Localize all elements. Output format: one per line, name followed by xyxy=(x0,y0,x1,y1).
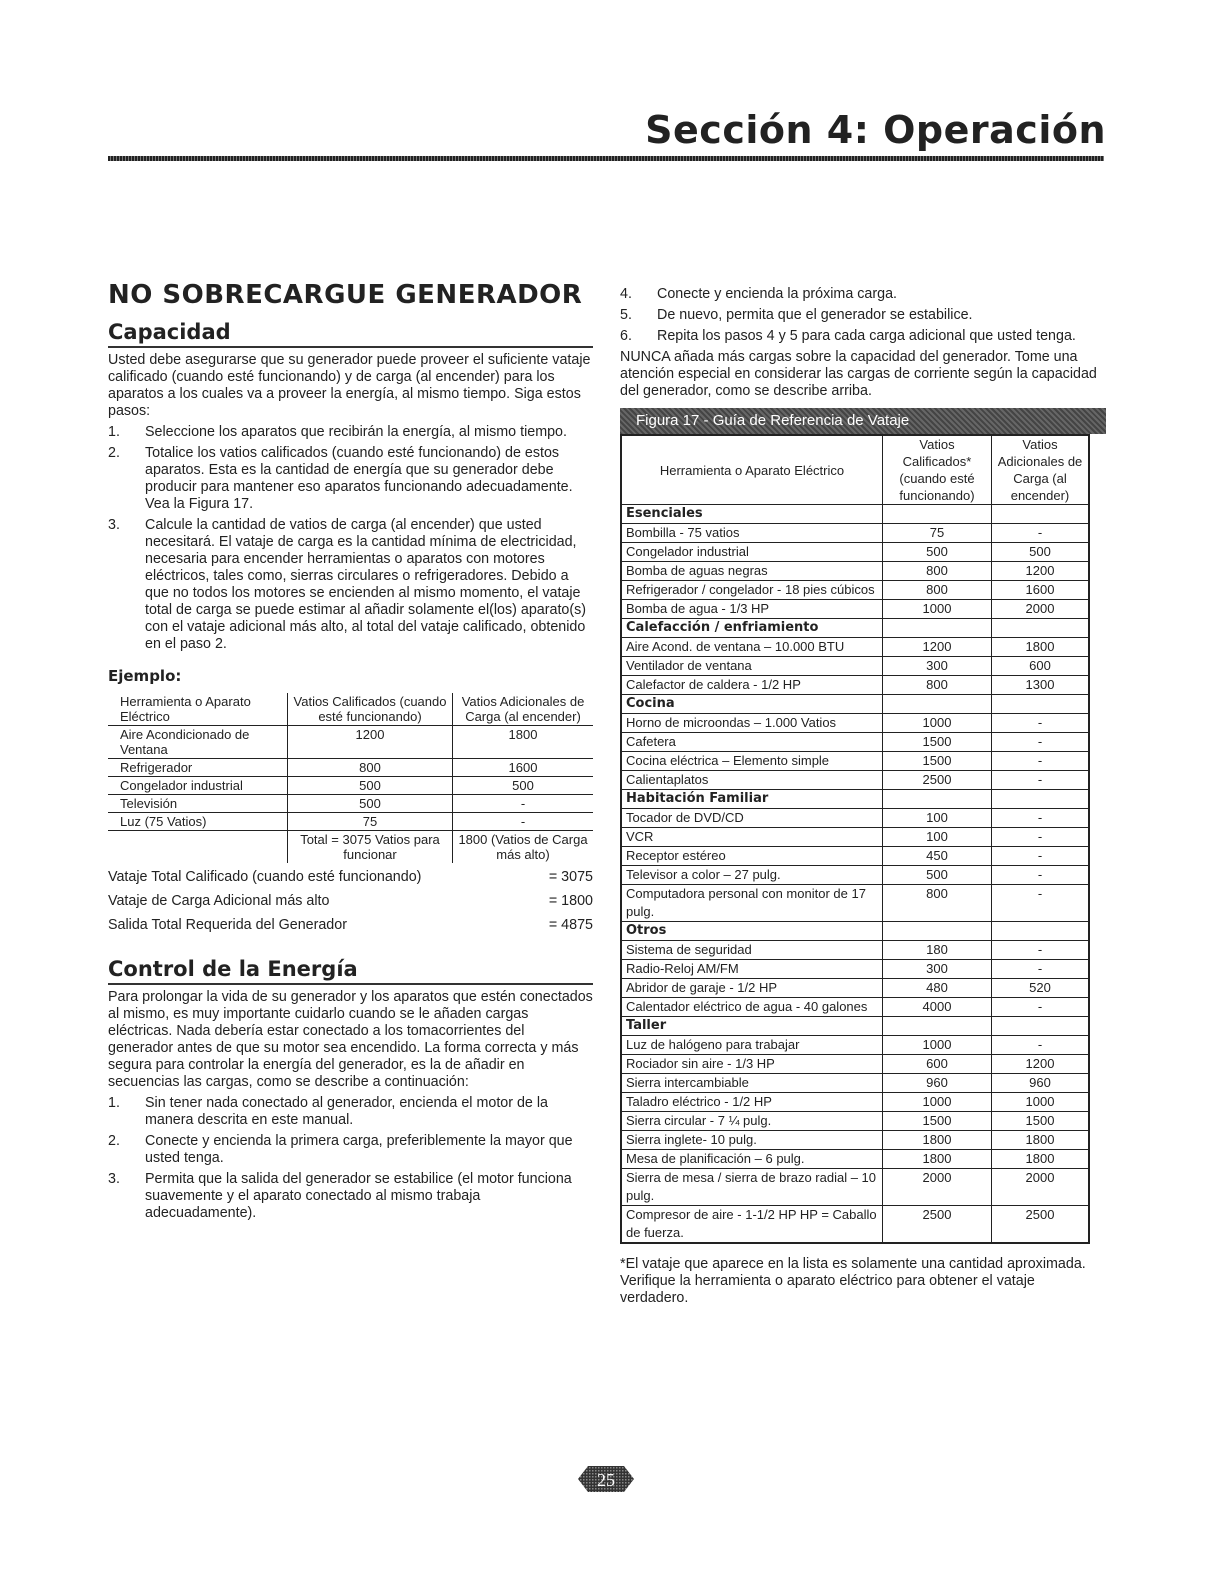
power-step xyxy=(108,1095,593,1129)
rated-watts: 600 xyxy=(883,1055,992,1074)
power-steps xyxy=(108,1095,593,1222)
step-text: De nuevo, permita que el generador se estabilice. xyxy=(657,307,973,323)
appliance-name: Calefactor de caldera - 1/2 HP xyxy=(621,676,883,695)
rated-watts: 480 xyxy=(883,979,992,998)
capacity-steps xyxy=(108,424,593,653)
category-row xyxy=(621,922,1089,941)
rated-watts: 1500 xyxy=(883,733,992,752)
surge-watts: - xyxy=(992,941,1090,960)
power-heading: Control de la Energía xyxy=(108,957,593,985)
summary-row xyxy=(108,913,593,937)
category-name: Cocina xyxy=(621,695,883,714)
appliance-name: Rociador sin aire - 1/3 HP xyxy=(621,1055,883,1074)
appliance-name: Sierra circular - 7 ¼ pulg. xyxy=(621,1112,883,1131)
table-row xyxy=(621,847,1089,866)
table-row xyxy=(621,960,1089,979)
example-rated: 75 xyxy=(288,813,453,831)
rated-watts: 450 xyxy=(883,847,992,866)
table-row xyxy=(621,657,1089,676)
main-heading: NO SOBRECARGUE GENERADOR xyxy=(108,280,583,310)
appliance-name: Refrigerador / congelador - 18 pies cúbicos xyxy=(621,581,883,600)
example-rated: 800 xyxy=(288,759,453,777)
table-row xyxy=(621,562,1089,581)
category-row xyxy=(621,790,1089,809)
rated-watts: 4000 xyxy=(883,998,992,1017)
rated-watts xyxy=(883,1017,992,1036)
appliance-name: Bombilla - 75 vatios xyxy=(621,524,883,543)
capacity-step xyxy=(108,424,593,441)
rated-watts: 1800 xyxy=(883,1131,992,1150)
step-number: 6. xyxy=(620,328,632,344)
step-text: Conecte y encienda la próxima carga. xyxy=(657,286,898,302)
section-title: Sección 4: Operación xyxy=(645,108,1106,152)
appliance-name: Cafetera xyxy=(621,733,883,752)
table-row xyxy=(621,809,1089,828)
table-row xyxy=(621,1036,1089,1055)
header-rule xyxy=(108,156,1104,161)
appliance-name: Sierra inglete- 10 pulg. xyxy=(621,1131,883,1150)
surge-watts: 2000 xyxy=(992,1169,1090,1206)
footnote: *El vataje que aparece en la lista es solamente una cantidad aproximada. Verifique la herramienta o aparato eléctrico para obtener el vataje verdadero. xyxy=(620,1256,1086,1306)
surge-watts: - xyxy=(992,866,1090,885)
summary-row xyxy=(108,889,593,913)
summary-label: Vataje Total Calificado (cuando esté funcionando) xyxy=(108,869,422,885)
category-name: Calefacción / enfriamiento xyxy=(621,619,883,638)
appliance-name: VCR xyxy=(621,828,883,847)
appliance-name: Calientaplatos xyxy=(621,771,883,790)
rated-watts: 300 xyxy=(883,960,992,979)
power-step xyxy=(108,1133,593,1167)
table-row xyxy=(621,1206,1089,1244)
surge-watts: - xyxy=(992,960,1090,979)
surge-watts: 1800 xyxy=(992,638,1090,657)
surge-watts: - xyxy=(992,809,1090,828)
rated-watts: 2000 xyxy=(883,1169,992,1206)
table-row xyxy=(621,1093,1089,1112)
step-text: Totalice los vatios calificados (cuando esté funcionando) de estos aparatos. Esta es la cantidad de energía que su generador debe producir para mantener eso aparatos funcionando adecuadamente. Vea la Figura 17. xyxy=(145,445,573,512)
rated-watts: 1500 xyxy=(883,752,992,771)
appliance-name: Televisor a color – 27 pulg. xyxy=(621,866,883,885)
table-row xyxy=(621,941,1089,960)
rated-watts: 1000 xyxy=(883,714,992,733)
appliance-name: Computadora personal con monitor de 17 pulg. xyxy=(621,885,883,922)
table-row xyxy=(621,581,1089,600)
surge-watts xyxy=(992,790,1090,809)
rated-watts: 1000 xyxy=(883,1093,992,1112)
step-number: 2. xyxy=(108,445,120,461)
rated-watts xyxy=(883,922,992,941)
step-number: 3. xyxy=(108,1171,120,1187)
surge-watts: 1200 xyxy=(992,562,1090,581)
example-surge: 1600 xyxy=(453,759,594,777)
page-number-badge xyxy=(574,1458,638,1500)
example-rated: 1200 xyxy=(288,726,453,759)
surge-watts: 1200 xyxy=(992,1055,1090,1074)
table-row xyxy=(621,524,1089,543)
category-row xyxy=(621,1017,1089,1036)
appliance-name: Radio-Reloj AM/FM xyxy=(621,960,883,979)
table-row xyxy=(621,543,1089,562)
step-number: 1. xyxy=(108,1095,120,1111)
example-total-spacer xyxy=(108,831,288,864)
rated-watts: 1500 xyxy=(883,1112,992,1131)
appliance-name: Horno de microondas – 1.000 Vatios xyxy=(621,714,883,733)
example-surge: 500 xyxy=(453,777,594,795)
table-row xyxy=(621,752,1089,771)
step-text: Calcule la cantidad de vatios de carga (al encender) que usted necesitará. El vataje de carga es la cantidad mínima de electricidad, necesaria para encender herramientas o aparatos con motores eléctricos, tales como, sierras circulares o refrigeradores. Debido a que no todos los motores se encienden al mismo momento, el vataje total de carga se puede estimar al añadir solamente el(los) aparato(s) con el vataje adicional más alto, al total del vataje calificado, obtenido en el paso 2. xyxy=(145,517,587,652)
surge-watts: - xyxy=(992,828,1090,847)
capacity-heading: Capacidad xyxy=(108,320,593,348)
surge-watts: - xyxy=(992,885,1090,922)
rated-watts: 800 xyxy=(883,676,992,695)
rated-watts: 2500 xyxy=(883,771,992,790)
appliance-name: Receptor estéreo xyxy=(621,847,883,866)
table-row xyxy=(621,1169,1089,1206)
table-row xyxy=(621,866,1089,885)
table-row xyxy=(621,1112,1089,1131)
rated-watts xyxy=(883,790,992,809)
surge-watts: - xyxy=(992,998,1090,1017)
category-name: Habitación Familiar xyxy=(621,790,883,809)
example-table xyxy=(108,693,593,863)
example-appliance: Televisión xyxy=(108,795,288,813)
step-text: Permita que la salida del generador se estabilice (el motor funciona suavemente y el aparato conectado al mismo trabaja adecuadamente). xyxy=(145,1171,572,1221)
table-row xyxy=(621,771,1089,790)
example-row xyxy=(108,726,593,759)
example-rated: 500 xyxy=(288,795,453,813)
category-row xyxy=(621,619,1089,638)
example-total-row xyxy=(108,831,593,864)
rated-watts: 1000 xyxy=(883,600,992,619)
rated-watts: 1200 xyxy=(883,638,992,657)
power-intro: Para prolongar la vida de su generador y los aparatos que estén conectados al mismo, es muy importante cuidarlo cuando se le añaden cargas eléctricas. Nada debería estar conectado a los tomacorrientes del generador antes de que su motor sea encendido. La forma correcta y más segura para controlar la energía del generador, es la de añadir en secuencias las cargas, como se describe a continuación: xyxy=(108,989,593,1090)
example-label: Ejemplo: xyxy=(108,667,182,685)
summary-label: Salida Total Requerida del Generador xyxy=(108,917,347,933)
surge-watts: 1000 xyxy=(992,1093,1090,1112)
example-header-appliance: Herramienta o Aparato Eléctrico xyxy=(120,694,251,724)
example-row xyxy=(108,777,593,795)
page-number: 25 xyxy=(597,1470,615,1490)
appliance-name: Abridor de garaje - 1/2 HP xyxy=(621,979,883,998)
rated-watts xyxy=(883,619,992,638)
surge-watts: - xyxy=(992,847,1090,866)
right-steps xyxy=(620,286,1100,345)
example-row xyxy=(108,795,593,813)
step-text: Seleccione los aparatos que recibirán la energía, al mismo tiempo. xyxy=(145,424,567,440)
table-row xyxy=(621,1055,1089,1074)
surge-watts: 2500 xyxy=(992,1206,1090,1244)
category-name: Esenciales xyxy=(621,505,883,524)
step-number: 2. xyxy=(108,1133,120,1149)
appliance-name: Mesa de planificación – 6 pulg. xyxy=(621,1150,883,1169)
rated-watts: 180 xyxy=(883,941,992,960)
table-row xyxy=(621,979,1089,998)
rated-watts: 500 xyxy=(883,543,992,562)
surge-watts: - xyxy=(992,733,1090,752)
surge-watts: 600 xyxy=(992,657,1090,676)
category-row xyxy=(621,505,1089,524)
category-name: Taller xyxy=(621,1017,883,1036)
rated-watts: 960 xyxy=(883,1074,992,1093)
category-name: Otros xyxy=(621,922,883,941)
rated-watts: 500 xyxy=(883,866,992,885)
surge-watts: 1600 xyxy=(992,581,1090,600)
appliance-name: Congelador industrial xyxy=(621,543,883,562)
surge-watts: - xyxy=(992,752,1090,771)
example-appliance: Luz (75 Vatios) xyxy=(108,813,288,831)
surge-watts xyxy=(992,619,1090,638)
capacity-intro: Usted debe asegurarse que su generador puede proveer el suficiente vataje calificado (cuando esté funcionando) y de carga (al encender) para los aparatos a los cuales va a proveer la energía, al mismo tiempo. Siga estos pasos: xyxy=(108,352,591,419)
table-row xyxy=(621,885,1089,922)
rated-watts: 1800 xyxy=(883,1150,992,1169)
surge-watts: 960 xyxy=(992,1074,1090,1093)
example-surge: - xyxy=(453,795,594,813)
appliance-name: Sistema de seguridad xyxy=(621,941,883,960)
appliance-name: Taladro eléctrico - 1/2 HP xyxy=(621,1093,883,1112)
right-column xyxy=(620,284,1100,1307)
right-step xyxy=(620,328,1100,345)
table-row xyxy=(621,733,1089,752)
surge-watts: 1500 xyxy=(992,1112,1090,1131)
table-row xyxy=(621,600,1089,619)
summary-value: = 3075 xyxy=(548,869,593,885)
surge-watts: 1800 xyxy=(992,1150,1090,1169)
right-step xyxy=(620,286,1100,303)
table-row xyxy=(621,828,1089,847)
example-appliance: Refrigerador xyxy=(108,759,288,777)
example-total-rated: Total = 3075 Vatios para funcionar xyxy=(288,831,453,864)
example-rated: 500 xyxy=(288,777,453,795)
surge-watts: 520 xyxy=(992,979,1090,998)
table-row xyxy=(621,714,1089,733)
warning-text: NUNCA añada más cargas sobre la capacidad del generador. Tome una atención especial en considerar las cargas de corriente según la capacidad del generador, como se describe arriba. xyxy=(620,349,1097,399)
wattage-header-row xyxy=(621,435,1089,505)
example-surge: 1800 xyxy=(453,726,594,759)
summary-label: Vataje de Carga Adicional más alto xyxy=(108,893,330,909)
appliance-name: Bomba de agua - 1/3 HP xyxy=(621,600,883,619)
figure-title: Figura 17 - Guía de Referencia de Vataje xyxy=(620,408,1106,434)
appliance-name: Luz de halógeno para trabajar xyxy=(621,1036,883,1055)
surge-watts: 1800 xyxy=(992,1131,1090,1150)
example-header-row xyxy=(108,693,593,726)
example-row xyxy=(108,813,593,831)
rated-watts: 800 xyxy=(883,885,992,922)
surge-watts: - xyxy=(992,771,1090,790)
step-number: 5. xyxy=(620,307,632,323)
step-text: Conecte y encienda la primera carga, preferiblemente la mayor que usted tenga. xyxy=(145,1133,573,1166)
example-surge: - xyxy=(453,813,594,831)
appliance-name: Calentador eléctrico de agua - 40 galones xyxy=(621,998,883,1017)
rated-watts: 2500 xyxy=(883,1206,992,1244)
table-row xyxy=(621,638,1089,657)
wattage-table xyxy=(620,434,1090,1244)
table-row xyxy=(621,1074,1089,1093)
appliance-name: Tocador de DVD/CD xyxy=(621,809,883,828)
rated-watts xyxy=(883,505,992,524)
surge-watts: 2000 xyxy=(992,600,1090,619)
example-row xyxy=(108,759,593,777)
rated-watts: 100 xyxy=(883,828,992,847)
surge-watts xyxy=(992,1017,1090,1036)
step-number: 3. xyxy=(108,517,120,533)
summary-value: = 4875 xyxy=(548,917,593,933)
step-number: 4. xyxy=(620,286,632,302)
appliance-name: Sierra de mesa / sierra de brazo radial – 10 pulg. xyxy=(621,1169,883,1206)
table-row xyxy=(621,1150,1089,1169)
example-header-surge: Vatios Adicionales de Carga (al encender) xyxy=(461,694,585,724)
table-row xyxy=(621,1131,1089,1150)
surge-watts: 1300 xyxy=(992,676,1090,695)
summary xyxy=(108,865,593,937)
table-row xyxy=(621,676,1089,695)
left-column xyxy=(108,280,593,1226)
wattage-header-appliance: Herramienta o Aparato Eléctrico xyxy=(621,435,883,505)
example-total-surge: 1800 (Vatios de Carga más alto) xyxy=(453,831,594,864)
category-row xyxy=(621,695,1089,714)
summary-value: = 1800 xyxy=(548,893,593,909)
rated-watts: 100 xyxy=(883,809,992,828)
appliance-name: Ventilador de ventana xyxy=(621,657,883,676)
surge-watts xyxy=(992,695,1090,714)
surge-watts xyxy=(992,505,1090,524)
rated-watts: 1000 xyxy=(883,1036,992,1055)
surge-watts: 500 xyxy=(992,543,1090,562)
step-number: 1. xyxy=(108,424,120,440)
example-appliance: Congelador industrial xyxy=(108,777,288,795)
surge-watts xyxy=(992,922,1090,941)
power-step xyxy=(108,1171,593,1222)
capacity-step xyxy=(108,445,593,513)
rated-watts xyxy=(883,695,992,714)
rated-watts: 75 xyxy=(883,524,992,543)
appliance-name: Compresor de aire - 1-1/2 HP HP = Caballo de fuerza. xyxy=(621,1206,883,1244)
example-appliance: Aire Acondicionado de Ventana xyxy=(108,726,288,759)
table-row xyxy=(621,998,1089,1017)
surge-watts: - xyxy=(992,1036,1090,1055)
capacity-step xyxy=(108,517,593,653)
example-header-rated: Vatios Calificados (cuando esté funcionando) xyxy=(288,693,453,726)
rated-watts: 300 xyxy=(883,657,992,676)
wattage-header-rated: Vatios Calificados* (cuando esté funcionando) xyxy=(883,435,992,505)
wattage-header-surge: Vatios Adicionales de Carga (al encender) xyxy=(992,435,1090,505)
appliance-name: Bomba de aguas negras xyxy=(621,562,883,581)
right-step xyxy=(620,307,1100,324)
rated-watts: 800 xyxy=(883,562,992,581)
summary-row xyxy=(108,865,593,889)
appliance-name: Sierra intercambiable xyxy=(621,1074,883,1093)
rated-watts: 800 xyxy=(883,581,992,600)
appliance-name: Cocina eléctrica – Elemento simple xyxy=(621,752,883,771)
surge-watts: - xyxy=(992,524,1090,543)
step-text: Sin tener nada conectado al generador, encienda el motor de la manera descrita en este manual. xyxy=(145,1095,548,1128)
step-text: Repita los pasos 4 y 5 para cada carga adicional que usted tenga. xyxy=(657,328,1076,344)
surge-watts: - xyxy=(992,714,1090,733)
appliance-name: Aire Acond. de ventana – 10.000 BTU xyxy=(621,638,883,657)
